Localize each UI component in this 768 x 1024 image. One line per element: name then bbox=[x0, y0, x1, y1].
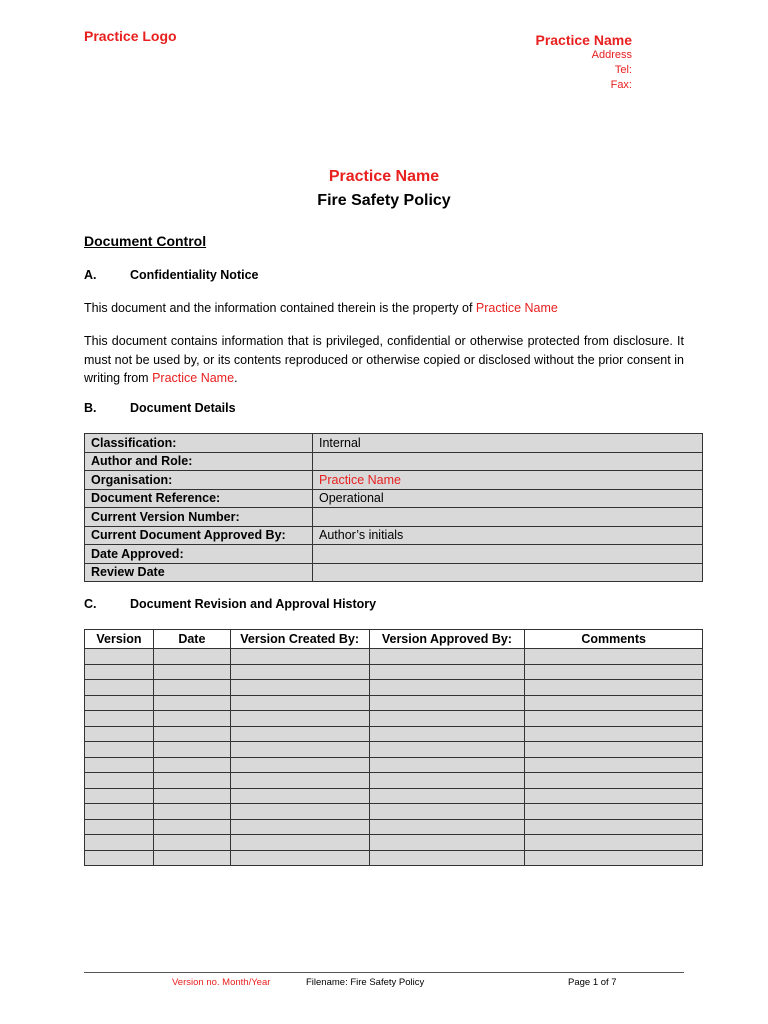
details-value: Operational bbox=[313, 489, 703, 508]
p2-text: This document contains information that is privileged, confidential or otherwise protected from disclosure. It must not be used by, or its contents reproduced or otherwise copied or disclosed without the prior consent in writing from bbox=[84, 334, 684, 385]
details-label: Document Reference: bbox=[85, 489, 313, 508]
history-cell[interactable] bbox=[85, 788, 154, 804]
title-policy: Fire Safety Policy bbox=[317, 192, 451, 209]
history-cell[interactable] bbox=[369, 664, 525, 680]
history-row bbox=[85, 788, 703, 804]
history-cell[interactable] bbox=[369, 695, 525, 711]
details-row bbox=[85, 434, 703, 453]
details-row bbox=[85, 489, 703, 508]
history-cell[interactable] bbox=[230, 742, 369, 758]
history-cell[interactable] bbox=[230, 711, 369, 727]
history-row bbox=[85, 757, 703, 773]
history-cell[interactable] bbox=[369, 649, 525, 665]
history-cell[interactable] bbox=[369, 680, 525, 696]
history-cell[interactable] bbox=[230, 726, 369, 742]
history-cell[interactable] bbox=[525, 804, 703, 820]
history-cell[interactable] bbox=[525, 850, 703, 866]
history-cell[interactable] bbox=[85, 649, 154, 665]
details-row bbox=[85, 563, 703, 582]
history-column-header: Comments bbox=[525, 630, 703, 649]
details-label: Author and Role: bbox=[85, 452, 313, 471]
p2-practice-name: Practice Name bbox=[152, 371, 235, 385]
history-cell[interactable] bbox=[153, 804, 230, 820]
details-label: Date Approved: bbox=[85, 545, 313, 564]
history-cell[interactable] bbox=[525, 680, 703, 696]
history-row bbox=[85, 711, 703, 727]
history-cell[interactable] bbox=[153, 695, 230, 711]
history-cell[interactable] bbox=[230, 788, 369, 804]
history-cell[interactable] bbox=[369, 742, 525, 758]
revision-history-table bbox=[84, 629, 703, 866]
history-cell[interactable] bbox=[85, 804, 154, 820]
history-row bbox=[85, 664, 703, 680]
details-label: Organisation: bbox=[85, 471, 313, 490]
header-fax: Fax: bbox=[610, 79, 632, 91]
history-column-header: Version bbox=[85, 630, 154, 649]
history-cell[interactable] bbox=[525, 695, 703, 711]
section-c-heading bbox=[84, 597, 376, 611]
history-cell[interactable] bbox=[525, 773, 703, 789]
history-row bbox=[85, 649, 703, 665]
title-practice-name: Practice Name bbox=[328, 168, 440, 185]
history-cell[interactable] bbox=[85, 711, 154, 727]
history-cell[interactable] bbox=[369, 819, 525, 835]
history-cell[interactable] bbox=[230, 680, 369, 696]
history-cell[interactable] bbox=[525, 788, 703, 804]
history-row bbox=[85, 742, 703, 758]
history-cell[interactable] bbox=[153, 835, 230, 851]
section-a-heading bbox=[84, 268, 258, 282]
history-cell[interactable] bbox=[230, 664, 369, 680]
header-address: Address bbox=[591, 49, 632, 61]
history-cell[interactable] bbox=[230, 773, 369, 789]
history-cell[interactable] bbox=[153, 680, 230, 696]
footer-version: Version no. Month/Year bbox=[172, 977, 271, 988]
history-cell[interactable] bbox=[525, 742, 703, 758]
history-cell[interactable] bbox=[85, 835, 154, 851]
history-cell[interactable] bbox=[153, 649, 230, 665]
history-cell[interactable] bbox=[230, 819, 369, 835]
history-cell[interactable] bbox=[230, 695, 369, 711]
history-row bbox=[85, 726, 703, 742]
section-b-title: Document Details bbox=[130, 401, 236, 415]
details-label: Current Document Approved By: bbox=[85, 526, 313, 545]
history-cell[interactable] bbox=[153, 819, 230, 835]
history-cell[interactable] bbox=[525, 819, 703, 835]
confidentiality-paragraph-2 bbox=[84, 332, 684, 388]
history-row bbox=[85, 804, 703, 820]
details-row bbox=[85, 452, 703, 471]
history-cell[interactable] bbox=[85, 773, 154, 789]
document-details-table bbox=[84, 433, 703, 582]
history-cell[interactable] bbox=[525, 757, 703, 773]
history-row bbox=[85, 819, 703, 835]
history-row bbox=[85, 680, 703, 696]
header-practice-name: Practice Name bbox=[535, 32, 632, 48]
history-cell[interactable] bbox=[153, 773, 230, 789]
history-cell[interactable] bbox=[369, 850, 525, 866]
history-cell[interactable] bbox=[230, 757, 369, 773]
history-cell[interactable] bbox=[369, 711, 525, 727]
history-cell[interactable] bbox=[85, 819, 154, 835]
history-cell[interactable] bbox=[85, 680, 154, 696]
p2-end: . bbox=[234, 371, 238, 385]
section-c-title: Document Revision and Approval History bbox=[130, 597, 377, 611]
details-value: Practice Name bbox=[313, 471, 703, 490]
section-b-heading bbox=[84, 401, 236, 415]
footer-divider bbox=[84, 972, 684, 973]
history-cell[interactable] bbox=[369, 757, 525, 773]
document-control-heading: Document Control bbox=[84, 233, 207, 249]
history-cell[interactable] bbox=[85, 742, 154, 758]
footer-page: Page 1 of 7 bbox=[568, 977, 617, 988]
section-a-letter: A. bbox=[84, 268, 97, 282]
section-b-letter: B. bbox=[84, 401, 97, 415]
details-row bbox=[85, 508, 703, 527]
section-a-title: Confidentiality Notice bbox=[130, 268, 259, 282]
practice-contact-block bbox=[535, 32, 632, 93]
history-cell[interactable] bbox=[525, 711, 703, 727]
practice-logo: Practice Logo bbox=[84, 28, 177, 44]
history-cell[interactable] bbox=[525, 835, 703, 851]
history-column-header: Date bbox=[153, 630, 230, 649]
history-cell[interactable] bbox=[153, 711, 230, 727]
details-label: Review Date bbox=[85, 563, 313, 582]
history-cell[interactable] bbox=[369, 773, 525, 789]
history-cell[interactable] bbox=[153, 664, 230, 680]
details-value: Internal bbox=[313, 434, 703, 453]
details-label: Classification: bbox=[85, 434, 313, 453]
history-cell[interactable] bbox=[153, 850, 230, 866]
history-cell[interactable] bbox=[153, 742, 230, 758]
p1-text: This document and the information contained therein is the property of bbox=[84, 301, 476, 315]
history-cell[interactable] bbox=[369, 726, 525, 742]
history-cell[interactable] bbox=[230, 850, 369, 866]
details-row bbox=[85, 526, 703, 545]
p1-practice-name: Practice Name bbox=[475, 301, 558, 315]
details-value bbox=[313, 563, 703, 582]
details-row bbox=[85, 471, 703, 490]
history-cell[interactable] bbox=[369, 788, 525, 804]
history-row bbox=[85, 835, 703, 851]
history-cell[interactable] bbox=[153, 788, 230, 804]
history-cell[interactable] bbox=[230, 835, 369, 851]
footer-filename: Filename: Fire Safety Policy bbox=[306, 977, 425, 988]
details-label: Current Version Number: bbox=[85, 508, 313, 527]
history-cell[interactable] bbox=[85, 850, 154, 866]
details-value bbox=[313, 508, 703, 527]
history-column-header: Version Created By: bbox=[230, 630, 369, 649]
header-tel: Tel: bbox=[614, 64, 632, 76]
history-cell[interactable] bbox=[85, 695, 154, 711]
history-cell[interactable] bbox=[230, 804, 369, 820]
history-cell[interactable] bbox=[525, 649, 703, 665]
history-cell[interactable] bbox=[85, 757, 154, 773]
details-value: Author’s initials bbox=[313, 526, 703, 545]
history-row bbox=[85, 695, 703, 711]
details-row bbox=[85, 545, 703, 564]
history-cell[interactable] bbox=[85, 726, 154, 742]
history-cell[interactable] bbox=[153, 757, 230, 773]
history-column-header: Version Approved By: bbox=[369, 630, 525, 649]
details-value bbox=[313, 452, 703, 471]
history-cell[interactable] bbox=[525, 664, 703, 680]
history-cell[interactable] bbox=[230, 649, 369, 665]
history-cell[interactable] bbox=[525, 726, 703, 742]
details-value bbox=[313, 545, 703, 564]
section-c-letter: C. bbox=[84, 597, 97, 611]
history-cell[interactable] bbox=[369, 804, 525, 820]
history-row bbox=[85, 773, 703, 789]
history-cell[interactable] bbox=[369, 835, 525, 851]
history-row bbox=[85, 850, 703, 866]
confidentiality-paragraph-1 bbox=[84, 299, 684, 318]
history-cell[interactable] bbox=[85, 664, 154, 680]
history-cell[interactable] bbox=[153, 726, 230, 742]
